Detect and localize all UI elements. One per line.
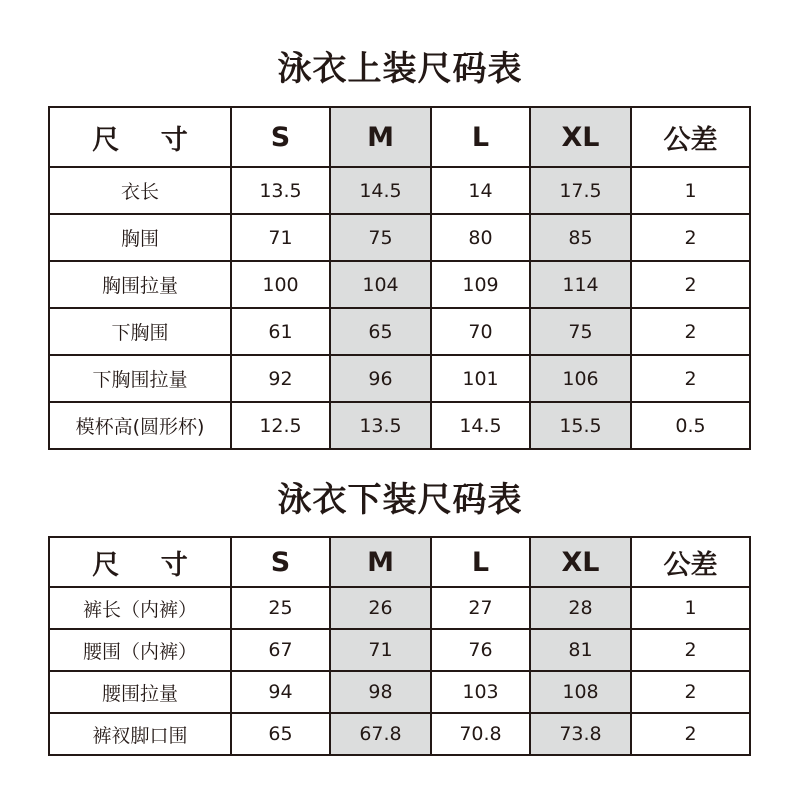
cell-l: 101	[431, 355, 530, 402]
cell-s: 67	[231, 629, 330, 671]
cell-m: 75	[330, 214, 431, 261]
cell-m: 67.8	[330, 713, 431, 755]
cell-xl: 15.5	[530, 402, 631, 449]
cell-tolerance: 0.5	[631, 402, 750, 449]
cell-s: 71	[231, 214, 330, 261]
cell-l: 14	[431, 167, 530, 214]
cell-m: 65	[330, 308, 431, 355]
cell-s: 65	[231, 713, 330, 755]
cell-xl: 75	[530, 308, 631, 355]
cell-tolerance: 2	[631, 214, 750, 261]
table-row	[49, 402, 750, 449]
table-row	[49, 214, 750, 261]
header-size-s: S	[231, 107, 330, 167]
header-size-xl: XL	[530, 537, 631, 587]
header-size-s: S	[231, 537, 330, 587]
cell-s: 94	[231, 671, 330, 713]
header-size-label: 尺 寸	[49, 107, 231, 167]
cell-m: 13.5	[330, 402, 431, 449]
row-label: 下胸围拉量	[49, 355, 231, 402]
row-label: 模杯高(圆形杯)	[49, 402, 231, 449]
table-row	[49, 587, 750, 629]
cell-xl: 108	[530, 671, 631, 713]
cell-xl: 28	[530, 587, 631, 629]
cell-tolerance: 2	[631, 671, 750, 713]
cell-xl: 81	[530, 629, 631, 671]
cell-m: 26	[330, 587, 431, 629]
cell-l: 27	[431, 587, 530, 629]
cell-l: 70.8	[431, 713, 530, 755]
header-size-xl: XL	[530, 107, 631, 167]
header-size-m: M	[330, 537, 431, 587]
top-size-chart-table	[48, 106, 751, 450]
cell-tolerance: 2	[631, 308, 750, 355]
bottom-size-chart-title: 泳衣下装尺码表	[277, 480, 523, 520]
cell-m: 104	[330, 261, 431, 308]
cell-s: 92	[231, 355, 330, 402]
top-size-chart-title: 泳衣上装尺码表	[277, 49, 523, 89]
cell-m: 98	[330, 671, 431, 713]
table-row	[49, 629, 750, 671]
cell-s: 61	[231, 308, 330, 355]
cell-tolerance: 2	[631, 261, 750, 308]
cell-xl: 106	[530, 355, 631, 402]
cell-xl: 114	[530, 261, 631, 308]
cell-m: 71	[330, 629, 431, 671]
cell-tolerance: 1	[631, 167, 750, 214]
bottom-size-chart-table	[48, 536, 751, 756]
cell-tolerance: 2	[631, 355, 750, 402]
cell-l: 70	[431, 308, 530, 355]
table-row	[49, 713, 750, 755]
header-tolerance: 公差	[631, 107, 750, 167]
header-size-l: L	[431, 537, 530, 587]
cell-m: 14.5	[330, 167, 431, 214]
row-label: 胸围拉量	[49, 261, 231, 308]
header-tolerance: 公差	[631, 537, 750, 587]
cell-l: 80	[431, 214, 530, 261]
table-row	[49, 308, 750, 355]
cell-s: 13.5	[231, 167, 330, 214]
row-label: 衣长	[49, 167, 231, 214]
table-header-row	[49, 537, 750, 587]
cell-tolerance: 2	[631, 629, 750, 671]
table-row	[49, 355, 750, 402]
table-row	[49, 261, 750, 308]
cell-m: 96	[330, 355, 431, 402]
header-size-l: L	[431, 107, 530, 167]
cell-tolerance: 2	[631, 713, 750, 755]
cell-s: 12.5	[231, 402, 330, 449]
row-label: 胸围	[49, 214, 231, 261]
cell-xl: 85	[530, 214, 631, 261]
table-row	[49, 671, 750, 713]
row-label: 裤长（内裤）	[49, 587, 231, 629]
row-label: 腰围拉量	[49, 671, 231, 713]
cell-xl: 17.5	[530, 167, 631, 214]
header-size-label: 尺 寸	[49, 537, 231, 587]
cell-s: 25	[231, 587, 330, 629]
table-header-row	[49, 107, 750, 167]
row-label: 腰围（内裤）	[49, 629, 231, 671]
cell-l: 109	[431, 261, 530, 308]
table-row	[49, 167, 750, 214]
cell-l: 76	[431, 629, 530, 671]
cell-l: 14.5	[431, 402, 530, 449]
cell-xl: 73.8	[530, 713, 631, 755]
header-size-m: M	[330, 107, 431, 167]
cell-tolerance: 1	[631, 587, 750, 629]
row-label: 下胸围	[49, 308, 231, 355]
cell-s: 100	[231, 261, 330, 308]
row-label: 裤衩脚口围	[49, 713, 231, 755]
cell-l: 103	[431, 671, 530, 713]
